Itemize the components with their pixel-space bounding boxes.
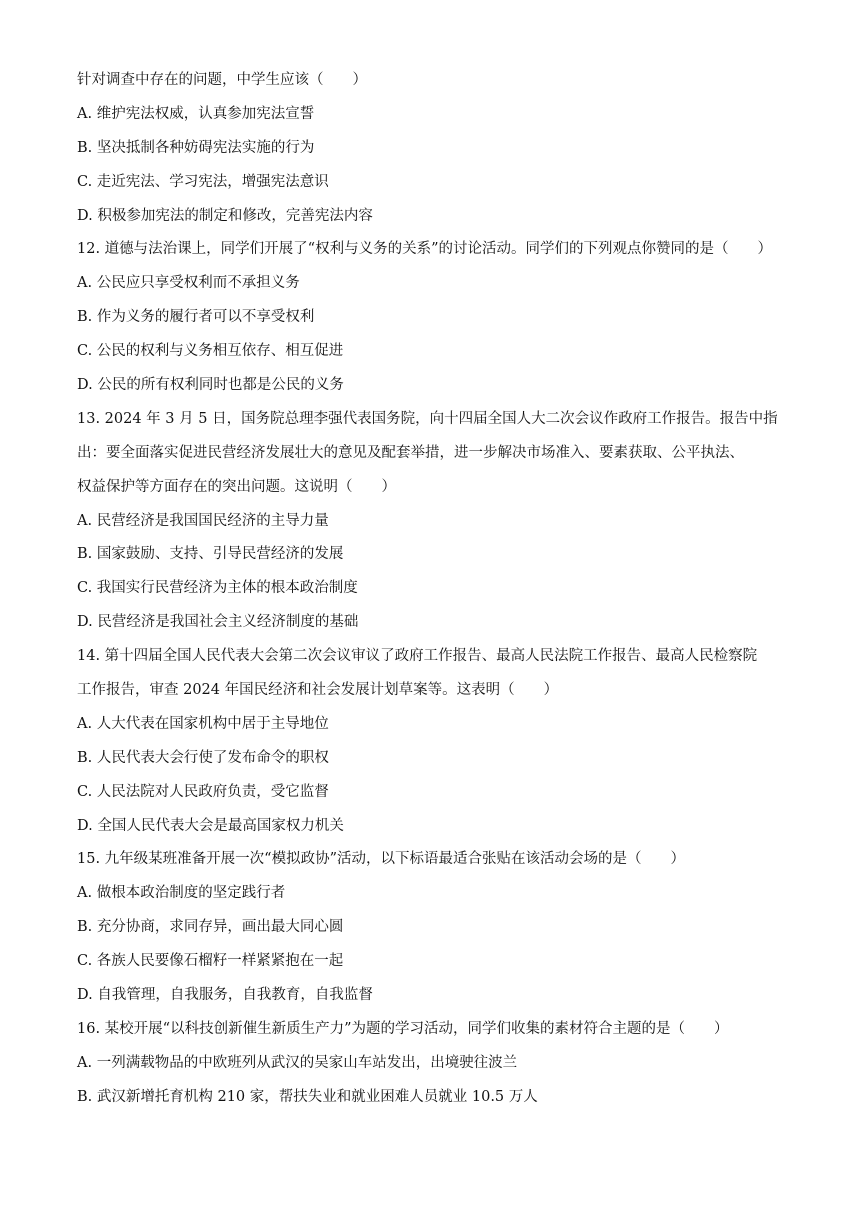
question-16: 16. 某校开展“以科技创新催生新质生产力”为题的学习活动，同学们收集的素材符合主题的是（ ） — [77, 1020, 729, 1037]
option-a: A. 维护宪法权威，认真参加宪法宣誓 — [77, 105, 315, 122]
option-a: A. 人大代表在国家机构中居于主导地位 — [77, 715, 329, 732]
option-a: A. 公民应只享受权利而不承担义务 — [77, 275, 300, 292]
option-b: B. 作为义务的履行者可以不享受权利 — [77, 309, 315, 326]
question-13-line-1: 13. 2024 年 3 月 5 日，国务院总理李强代表国务院，向十四届全国人大二次会议作政府工作报告。报告中指 — [77, 410, 778, 427]
option-d: D. 公民的所有权利同时也都是公民的义务 — [77, 377, 344, 394]
question-stem: 针对调查中存在的问题，中学生应该（ ） — [77, 72, 367, 88]
option-b: B. 人民代表大会行使了发布命令的职权 — [77, 749, 329, 766]
option-d: D. 积极参加宪法的制定和修改，完善宪法内容 — [77, 207, 373, 224]
question-15: 15. 九年级某班准备开展一次“模拟政协”活动，以下标语最适合张贴在该活动会场的是（ ） — [77, 851, 685, 868]
option-c: C. 公民的权利与义务相互依存、相互促进 — [77, 343, 344, 360]
option-a: A. 做根本政治制度的坚定践行者 — [77, 885, 286, 902]
option-c: C. 各族人民要像石榴籽一样紧紧抱在一起 — [77, 953, 344, 970]
question-14-line-2: 工作报告，审查 2024 年国民经济和社会发展计划草案等。这表明（ ） — [77, 682, 559, 699]
option-d: D. 民营经济是我国社会主义经济制度的基础 — [77, 614, 359, 631]
option-c: C. 人民法院对人民政府负责，受它监督 — [77, 783, 329, 800]
question-12: 12. 道德与法治课上，同学们开展了“权利与义务的关系”的讨论活动。同学们的下列观点你赞同的是（ ） — [77, 241, 772, 258]
option-c: C. 走近宪法、学习宪法，增强宪法意识 — [77, 173, 329, 190]
option-d: D. 全国人民代表大会是最高国家权力机关 — [77, 817, 344, 834]
option-b: B. 武汉新增托育机构 210 家，帮扶失业和就业困难人员就业 10.5 万人 — [77, 1088, 538, 1105]
question-13-line-2: 出：要全面落实促进民营经济发展壮大的意见及配套举措，进一步解决市场准入、要素获取、公平执法、 — [77, 444, 744, 461]
option-a: A. 一列满载物品的中欧班列从武汉的吴家山车站发出，出境驶往波兰 — [77, 1054, 518, 1071]
option-d: D. 自我管理，自我服务，自我教育，自我监督 — [77, 987, 373, 1004]
option-a: A. 民营经济是我国国民经济的主导力量 — [77, 512, 329, 529]
option-c: C. 我国实行民营经济为主体的根本政治制度 — [77, 580, 358, 597]
option-b: B. 国家鼓励、支持、引导民营经济的发展 — [77, 546, 344, 563]
question-14-line-1: 14. 第十四届全国人民代表大会第二次会议审议了政府工作报告、最高人民法院工作报告、最高人民检察院 — [77, 648, 758, 665]
question-13-line-3: 权益保护等方面存在的突出问题。这说明（ ） — [77, 478, 396, 495]
option-b: B. 充分协商，求同存异，画出最大同心圆 — [77, 919, 344, 936]
option-b: B. 坚决抵制各种妨碍宪法实施的行为 — [77, 139, 315, 156]
question-content — [77, 70, 789, 1107]
